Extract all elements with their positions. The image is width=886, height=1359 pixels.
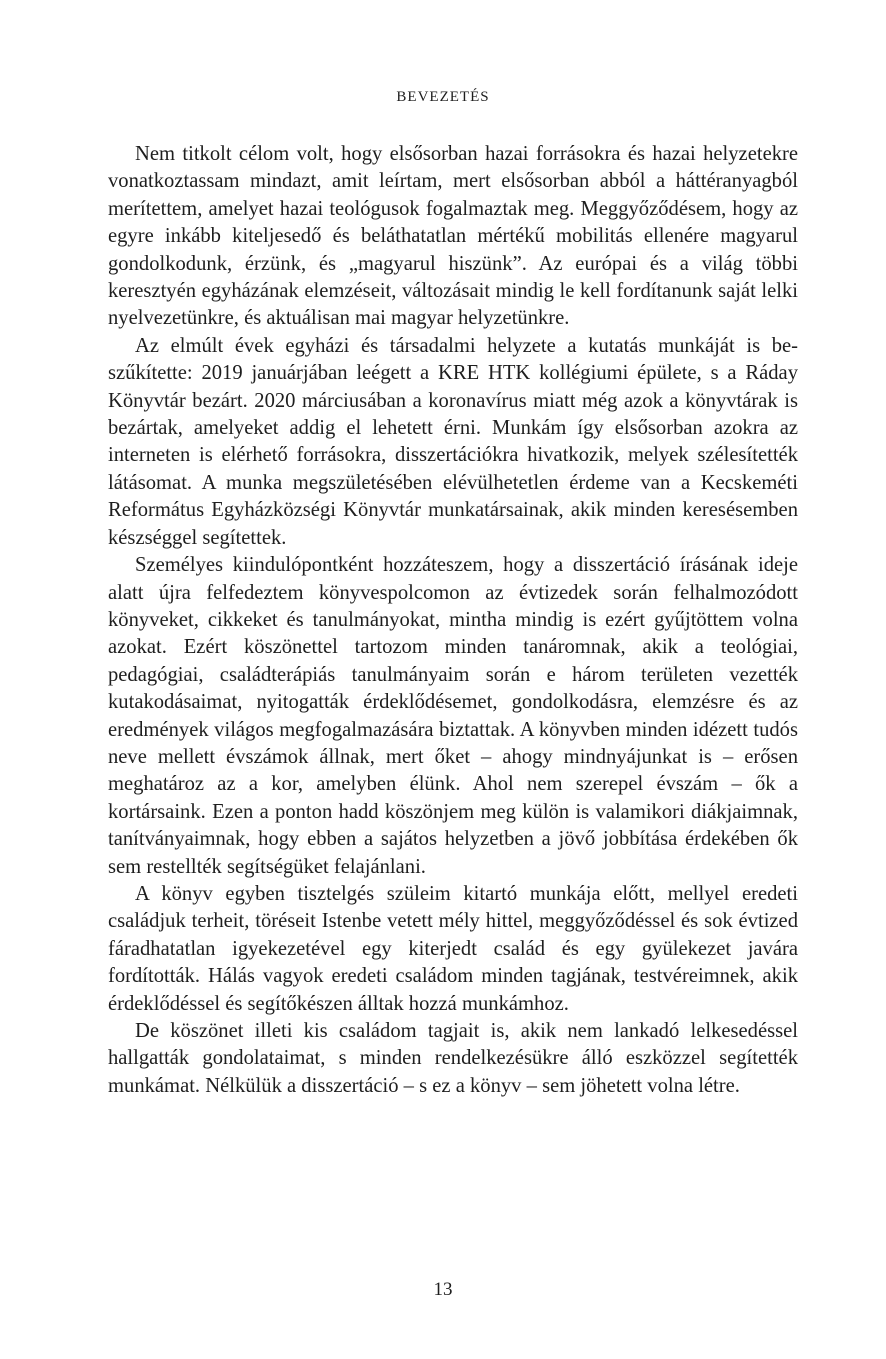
paragraph: Az elmúlt évek egyházi és társadalmi helyzete a kutatás munkáját is beszűkítette: 2019 januárjában leégett a KRE HTK kollégiumi épülete, s a Ráday Könyvtár bezárt. 2020 márciusában a koronavírus miatt még azok a könyvtárak is bezártak, amelyeket addig el lehetett érni. Munkám így elsősorban azokra az interneten is elérhető forrásokra, disszertációkra hivatkozik, melyek szélesítették látásomat. A munka megszületésében elévülhetetlen érdeme van a Kecskeméti Református Egyházközségi Könyvtár munkatársainak, akik minden keresésemben készséggel segítettek. xyxy=(108,334,798,549)
paragraph: Nem titkolt célom volt, hogy elsősorban hazai forrásokra és hazai helyzetekre vonatkoztassam mindazt, amit leírtam, mert elsősorban abból a háttéranyagból merítettem, amelyet hazai teológusok fogalmaztak meg. Meggyőződésem, hogy az egyre inkább kiteljesedő és beláthatatlan mértékű mobilitás ellenére magyarul gondolkodunk, érzünk, és „magyarul hiszünk”. Az európai és a világ többi keresztyén egyházának elemzéseit, változásait mindig le kell fordítanunk saját lelki nyelvezetünkre, és aktuálisan mai magyar helyzetünkre. xyxy=(108,143,798,330)
paragraph: A könyv egyben tisztelgés szüleim kitartó munkája előtt, mellyel eredeti családjuk terheit, töréseit Istenbe vetett mély hittel, meggyőződéssel és sok évtized fáradhatatlan igyekezetével egy kiterjedt család és egy gyülekezet javára fordították. Hálás vagyok eredeti családom minden tagjának, testvéreimnek, akik érdeklődéssel és segítőkészen álltak hozzá munkámhoz. xyxy=(108,882,798,1015)
body-text xyxy=(108,141,798,1100)
running-head: BEVEZETÉS xyxy=(396,89,490,105)
paragraph: De köszönet illeti kis családom tagjait is, akik nem lankadó lelkesedéssel hallgatták gondolataimat, s minden rendelkezésükre álló eszközzel segítették munkámat. Nélkülük a disszertáció – s ez a könyv – sem jöhetett volna létre. xyxy=(108,1020,798,1097)
page-number: 13 xyxy=(433,1279,453,1300)
paragraph: Személyes kiindulópontként hozzáteszem, hogy a disszertáció írásának ideje alatt újra felfedeztem könyvespolcomon az évtizedek során felhalmozódott könyveket, cikkeket és tanulmányokat, mintha mindig is ezért gyűjtöttem volna azokat. Ezért köszönettel tartozom minden tanáromnak, akik a teológiai, pedagógiai, családterápiás tanulmányaim során e három területen vezették kutakodásaimat, nyitogatták érdeklődésemet, gondolkodásra, elemzésre és az eredmények világos megfogalmazására biztattak. A könyvben minden idézett tudós neve mellett évszámok állnak, mert őket – ahogy mindnyájunkat is – erősen meghatároz az a kor, amelyben élünk. Ahol nem szerepel évszám – ők a kortársaink. Ezen a ponton hadd köszönjem meg külön is valamikori diákjaimnak, tanítványaimnak, hogy ebben a sajátos helyzetben a jövő jobbítása érdekében ők sem restellték segítségüket felajánlani. xyxy=(108,554,798,878)
